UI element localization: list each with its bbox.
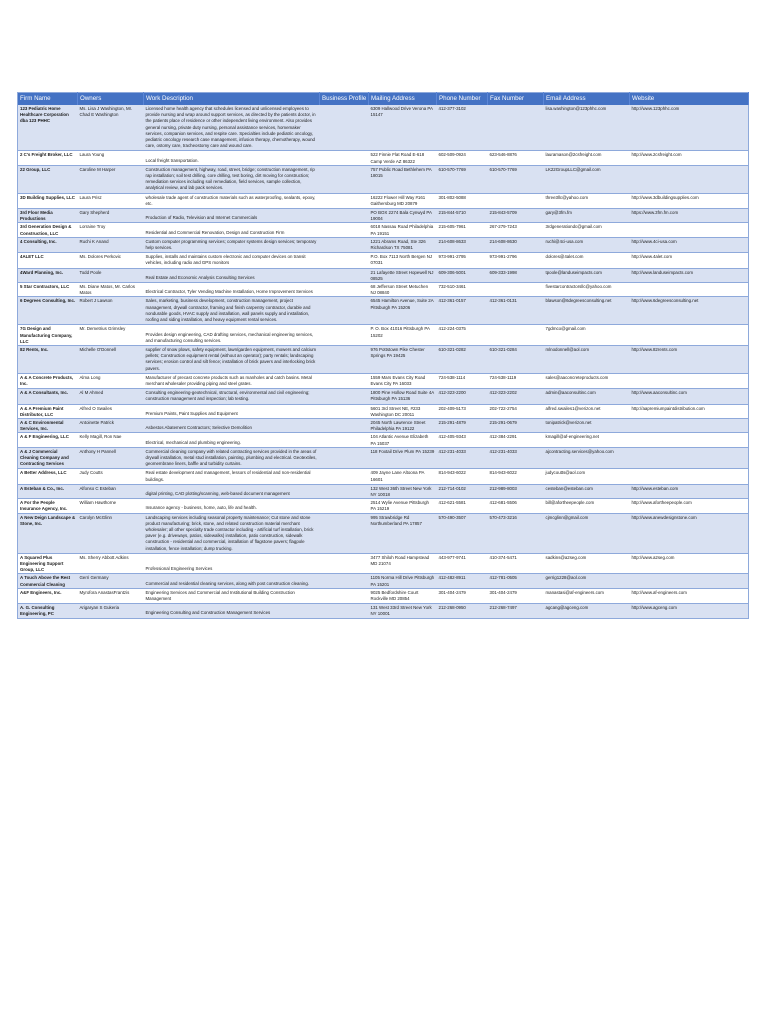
- cell-mailing-address[interactable]: 131 West 33rd Street New York NY 10001: [369, 604, 437, 618]
- cell-fax-number[interactable]: [488, 193, 544, 208]
- cell-phone-number[interactable]: 412-621-5581: [437, 499, 488, 513]
- cell-phone-number[interactable]: 412-405-9343: [437, 433, 488, 447]
- cell-firm-name[interactable]: A For the People Insurance Agency, Inc.: [18, 499, 78, 513]
- cell-email-address[interactable]: gary@3fm.fm: [544, 209, 630, 223]
- cell-phone-number[interactable]: 301-404-2479: [437, 588, 488, 603]
- cell-email-address[interactable]: alfred.swailes1@verizon.net: [544, 404, 630, 418]
- table-row: [18, 404, 749, 418]
- cell-mailing-address[interactable]: 409 Jayne Lane Altoona PA 16601: [369, 469, 437, 484]
- cell-business-profile[interactable]: [320, 151, 369, 165]
- cell-website[interactable]: [630, 373, 749, 388]
- cell-business-profile[interactable]: [320, 237, 369, 252]
- header-fax-number[interactable]: Fax Number: [488, 93, 544, 106]
- header-mailing-address[interactable]: Mailing Address: [369, 93, 437, 106]
- cell-website[interactable]: http://www.a2seg.com: [630, 553, 749, 574]
- cell-firm-name[interactable]: 4ALET LLC: [18, 253, 78, 268]
- cell-owners[interactable]: Caroline M Harper: [78, 165, 144, 193]
- cell-mailing-address[interactable]: 16222 Flower Hill Way #161 Gaithersburg MD 20879: [369, 193, 437, 208]
- cell-email-address[interactable]: manastasi@af-engineers.com: [544, 588, 630, 603]
- table-row: [18, 268, 749, 282]
- cell-website[interactable]: [630, 165, 749, 193]
- cell-phone-number[interactable]: 215-291-4879: [437, 418, 488, 432]
- cell-email-address[interactable]: tonipatrick@verizon.net: [544, 418, 630, 432]
- cell-website[interactable]: [630, 283, 749, 297]
- cell-business-profile[interactable]: [320, 389, 369, 404]
- cell-firm-name[interactable]: 5 Star Contractors, LLC: [18, 283, 78, 297]
- cell-website[interactable]: http://aapremiumpaintdistribution.com: [630, 404, 749, 418]
- cell-firm-name[interactable]: A Esteban & Co., Inc.: [18, 484, 78, 498]
- cell-email-address[interactable]: 3rdgenerationdc@gmail.com: [544, 223, 630, 237]
- cell-email-address[interactable]: dolores@4alet.com: [544, 253, 630, 268]
- cell-owners[interactable]: Ruchi K Anand: [78, 237, 144, 252]
- cell-email-address[interactable]: mlnodonnell@aol.com: [544, 345, 630, 373]
- cell-business-profile[interactable]: [320, 418, 369, 432]
- cell-work-description[interactable]: Manufacturer of precast concrete products such as manholes and catch basins. Metal merchant wholesaler providing piping and steel grates.: [144, 373, 320, 388]
- cell-website[interactable]: http://www.landuseimpacts.com: [630, 268, 749, 282]
- cell-work-description[interactable]: Engineering Consulting and Construction Management Services: [144, 604, 320, 618]
- cell-email-address[interactable]: agcang@agceng.com: [544, 604, 630, 618]
- cell-owners[interactable]: Alma Long: [78, 373, 144, 388]
- cell-phone-number[interactable]: 732-510-3461: [437, 283, 488, 297]
- cell-fax-number[interactable]: 412-361-0131: [488, 297, 544, 325]
- cell-business-profile[interactable]: [320, 604, 369, 618]
- cell-fax-number[interactable]: 215-843-5709: [488, 209, 544, 223]
- cell-work-description[interactable]: Engineering Services and Commercial and Institutional Building Construction Management: [144, 588, 320, 603]
- cell-business-profile[interactable]: [320, 447, 369, 469]
- table-row: [18, 151, 749, 165]
- cell-email-address[interactable]: ajcontracting.services@yahoo.com: [544, 447, 630, 469]
- cell-phone-number[interactable]: 443-977-9741: [437, 553, 488, 574]
- cell-firm-name[interactable]: 123 Pediatric Home Healthcare Corporation dba 123 PHHC: [18, 105, 78, 151]
- header-owners[interactable]: Owners: [78, 93, 144, 106]
- cell-fax-number[interactable]: 412-384-2291: [488, 433, 544, 447]
- cell-mailing-address[interactable]: 6309 Hallwood Drive Verona PA 15147: [369, 105, 437, 151]
- cell-fax-number[interactable]: 301-404-2479: [488, 588, 544, 603]
- cell-mailing-address[interactable]: 2514 Wylie Avenue Pittsburgh PA 15219: [369, 499, 437, 513]
- cell-work-description[interactable]: Production of Radio, Television and Internet Commercials: [144, 209, 320, 223]
- table-row: [18, 484, 749, 498]
- cell-phone-number[interactable]: 609-306-5001: [437, 268, 488, 282]
- cell-website[interactable]: http://www.4ci-usa.com: [630, 237, 749, 252]
- cell-website[interactable]: http://www.4alet.com: [630, 253, 749, 268]
- cell-website[interactable]: https://www.3fm.fm.com: [630, 209, 749, 223]
- cell-owners[interactable]: Arigaryan S Gukeria: [78, 604, 144, 618]
- cell-email-address[interactable]: kmagill@af-engineering.net: [544, 433, 630, 447]
- cell-firm-name[interactable]: A New Deign Landscape & Stone, Inc.: [18, 513, 78, 553]
- table-row: [18, 433, 749, 447]
- cell-business-profile[interactable]: [320, 223, 369, 237]
- table-row: [18, 209, 749, 223]
- cell-firm-name[interactable]: A & J Commercial Cleaning Company and Contracting Services: [18, 447, 78, 469]
- cell-work-description[interactable]: Commercial cleaning company with related contracting services provided in the areas of drywall installation, metal stud installation, painting, plumbing and electrical. Geotextiles, geomembrane liners, baffle and turbidity curtains.: [144, 447, 320, 469]
- cell-owners[interactable]: Laura Prisz: [78, 193, 144, 208]
- cell-email-address[interactable]: fivestarcontractorsllc@yahoo.com: [544, 283, 630, 297]
- cell-work-description[interactable]: Asbestos Abatement Contractors; Selective Demolition: [144, 418, 320, 432]
- vendor-directory-sheet: [17, 92, 748, 619]
- cell-fax-number[interactable]: 212-989-8003: [488, 484, 544, 498]
- cell-fax-number[interactable]: 202-722-2754: [488, 404, 544, 418]
- cell-work-description[interactable]: Licensed home health agency that schedules licensed and unlicensed employees to provide nursing and wrap around support services, as directed by the patients doctor, in the patients place of residence or other independent living environment. Also provides general nursing, private duty nursing, personal assistance services, homemaker services, companion services, and respite care. Specialties include pediatric oncology, pediatric oncology research case management, infusion therapy, chemotherapy, wound care, ostomy care, tracheostomy care and wound care.: [144, 105, 320, 151]
- cell-owners[interactable]: Lorraine Troy: [78, 223, 144, 237]
- cell-business-profile[interactable]: [320, 253, 369, 268]
- cell-mailing-address[interactable]: 118 Foxtail Drive Plum PA 15239: [369, 447, 437, 469]
- cell-work-description[interactable]: Sales, marketing, business development, construction management, project management, drywall contractor, framing and finish carpentry contractor, durable and nondurable goods, HVAC supply and installation, wall panels supply and installation, roofing and siding installation, and heavy equipment rental services.: [144, 297, 320, 325]
- cell-firm-name[interactable]: A & A Concrete Products, Inc.: [18, 373, 78, 388]
- cell-firm-name[interactable]: A & F Engineering, LLC: [18, 433, 78, 447]
- cell-owners[interactable]: Gerri Germany: [78, 574, 144, 588]
- cell-owners[interactable]: Robert J Lawson: [78, 297, 144, 325]
- header-business-profile[interactable]: Business Profile: [320, 93, 369, 106]
- table-row: [18, 418, 749, 432]
- cell-firm-name[interactable]: 4Ward Planning, Inc.: [18, 268, 78, 282]
- cell-work-description[interactable]: Premium Paints, Paint Supplies and Equipment: [144, 404, 320, 418]
- cell-owners[interactable]: Todd Poole: [78, 268, 144, 282]
- cell-business-profile[interactable]: [320, 404, 369, 418]
- cell-owners[interactable]: Alfonso C Esteban: [78, 484, 144, 498]
- cell-owners[interactable]: William Hawthorne: [78, 499, 144, 513]
- cell-fax-number[interactable]: 570-473-3216: [488, 513, 544, 553]
- cell-firm-name[interactable]: 3rd Floor Media Productions: [18, 209, 78, 223]
- cell-fax-number[interactable]: 412-681-5506: [488, 499, 544, 513]
- cell-business-profile[interactable]: [320, 193, 369, 208]
- cell-business-profile[interactable]: [320, 373, 369, 388]
- table-row: [18, 105, 749, 151]
- cell-fax-number[interactable]: 412-781-0505: [488, 574, 544, 588]
- cell-website[interactable]: http://www.2csfreight.com: [630, 151, 749, 165]
- cell-phone-number[interactable]: 610-570-7769: [437, 165, 488, 193]
- cell-business-profile[interactable]: [320, 297, 369, 325]
- cell-email-address[interactable]: sadkins@a2seg.com: [544, 553, 630, 574]
- cell-business-profile[interactable]: [320, 574, 369, 588]
- cell-owners[interactable]: Judy Coutts: [78, 469, 144, 484]
- cell-owners[interactable]: Alfred O Swailes: [78, 404, 144, 418]
- cell-phone-number[interactable]: 202-409-5173: [437, 404, 488, 418]
- cell-website[interactable]: [630, 418, 749, 432]
- table-row: [18, 588, 749, 603]
- cell-website[interactable]: http://www.82rents.com: [630, 345, 749, 373]
- table-row: [18, 389, 749, 404]
- cell-business-profile[interactable]: [320, 283, 369, 297]
- cell-work-description[interactable]: Commercial and residential cleaning services, along with post construction cleaning.: [144, 574, 320, 588]
- cell-owners[interactable]: Mr. Demetrius Grimsley: [78, 325, 144, 346]
- cell-fax-number[interactable]: 410-374-5471: [488, 553, 544, 574]
- table-row: [18, 253, 749, 268]
- cell-firm-name[interactable]: A & C Environmental Services, Inc.: [18, 418, 78, 432]
- cell-mailing-address[interactable]: 5601 3rd Street NE, #233 Washington DC 20011: [369, 404, 437, 418]
- cell-business-profile[interactable]: [320, 484, 369, 498]
- cell-phone-number[interactable]: 412-361-0157: [437, 297, 488, 325]
- vendor-table: [17, 92, 749, 619]
- cell-phone-number[interactable]: 212-714-0102: [437, 484, 488, 498]
- cell-email-address[interactable]: judycoutts@aol.com: [544, 469, 630, 484]
- cell-website[interactable]: [630, 574, 749, 588]
- cell-work-description[interactable]: digital printing, CAD plotting/scanning, web-based document management: [144, 484, 320, 498]
- cell-owners[interactable]: Anthony H Pannell: [78, 447, 144, 469]
- cell-business-profile[interactable]: [320, 469, 369, 484]
- table-row: [18, 325, 749, 346]
- cell-website[interactable]: http://www.anewdesignstone.com: [630, 513, 749, 553]
- cell-mailing-address[interactable]: 9025 Bedfordshire Court Rockville MD 20854: [369, 588, 437, 603]
- cell-email-address[interactable]: blawson@6degreesconsulting.net: [544, 297, 630, 325]
- cell-owners[interactable]: Ms. Sherry Abbott Adkins: [78, 553, 144, 574]
- cell-website[interactable]: http://www.esteban.com: [630, 484, 749, 498]
- cell-owners[interactable]: Carolyn McGlinn: [78, 513, 144, 553]
- cell-firm-name[interactable]: A&F Engineers, Inc.: [18, 588, 78, 603]
- cell-phone-number[interactable]: 724-538-1114: [437, 373, 488, 388]
- cell-firm-name[interactable]: 6 Degrees Consulting, Inc.: [18, 297, 78, 325]
- cell-fax-number[interactable]: 212-268-7497: [488, 604, 544, 618]
- cell-work-description[interactable]: Provides design engineering, CAD drafting services, mechanical engineering services, and manufacturing consulting services.: [144, 325, 320, 346]
- cell-firm-name[interactable]: 2 C's Freight Broker, LLC: [18, 151, 78, 165]
- cell-fax-number[interactable]: [488, 283, 544, 297]
- cell-website[interactable]: [630, 433, 749, 447]
- cell-business-profile[interactable]: [320, 105, 369, 151]
- table-row: [18, 574, 749, 588]
- cell-work-description[interactable]: Real Estate and Economic Analysis Consulting Services: [144, 268, 320, 282]
- cell-mailing-address[interactable]: 522 Finnie Flat Road E-618 Camp Verde AZ 86322: [369, 151, 437, 165]
- table-row: [18, 193, 749, 208]
- cell-website[interactable]: http://www.6degreesconsulting.net: [630, 297, 749, 325]
- cell-phone-number[interactable]: 301-802-5088: [437, 193, 488, 208]
- header-firm-name[interactable]: Firm Name: [18, 93, 78, 106]
- cell-business-profile[interactable]: [320, 325, 369, 346]
- table-row: [18, 513, 749, 553]
- cell-email-address[interactable]: tpoole@landuseimpacts.com: [544, 268, 630, 282]
- table-row: [18, 373, 749, 388]
- table-row: [18, 165, 749, 193]
- cell-website[interactable]: http://www.af-engineers.com: [630, 588, 749, 603]
- vendor-table-body: [18, 105, 749, 618]
- table-row: [18, 469, 749, 484]
- cell-business-profile[interactable]: [320, 165, 369, 193]
- cell-fax-number[interactable]: 267-279-7243: [488, 223, 544, 237]
- cell-mailing-address[interactable]: 976 Pottstown Pike Chester Springs PA 19425: [369, 345, 437, 373]
- cell-email-address[interactable]: lauramason@2csfreight.com: [544, 151, 630, 165]
- cell-firm-name[interactable]: 3rd Generation Design & Construction, LLC: [18, 223, 78, 237]
- cell-mailing-address[interactable]: 995 Strawbridge Rd Northumberland PA 17857: [369, 513, 437, 553]
- cell-owners[interactable]: Antoinette Patrick: [78, 418, 144, 432]
- cell-firm-name[interactable]: A & A Premium Paint Distributor, LLC: [18, 404, 78, 418]
- cell-work-description[interactable]: Insurance agency - business, home, auto, life and health.: [144, 499, 320, 513]
- header-row: [18, 93, 749, 106]
- cell-mailing-address[interactable]: 1559 Mars Evans City Road Evans City PA 16033: [369, 373, 437, 388]
- cell-owners[interactable]: Ms. Diane Matos, Mr. Carlos Matos: [78, 283, 144, 297]
- header-work-description[interactable]: Work Description: [144, 93, 320, 106]
- cell-phone-number[interactable]: 570-490-3507: [437, 513, 488, 553]
- table-row: [18, 223, 749, 237]
- cell-email-address[interactable]: bill@afortheepeople.com: [544, 499, 630, 513]
- cell-mailing-address[interactable]: 3477 Shiloh Road Hampstead MD 21074: [369, 553, 437, 574]
- cell-fax-number[interactable]: 412-323-2202: [488, 389, 544, 404]
- cell-fax-number[interactable]: 610-570-7769: [488, 165, 544, 193]
- cell-phone-number[interactable]: 215-605-7961: [437, 223, 488, 237]
- cell-work-description[interactable]: Supplies, installs and maintains custom electronic and computer devices on transit vehicles, including radio and GPS monitors: [144, 253, 320, 268]
- cell-phone-number[interactable]: 215-844-5710: [437, 209, 488, 223]
- cell-fax-number[interactable]: [488, 325, 544, 346]
- cell-fax-number[interactable]: 610-321-0284: [488, 345, 544, 373]
- cell-email-address[interactable]: three3llc@yahoo.com: [544, 193, 630, 208]
- header-website[interactable]: Website: [630, 93, 749, 106]
- cell-mailing-address[interactable]: 1221 Abrams Road, Ste 326 Richardson TX 75081: [369, 237, 437, 252]
- cell-owners[interactable]: Gary Shepherd: [78, 209, 144, 223]
- cell-owners[interactable]: Ms. Dolores Perkovic: [78, 253, 144, 268]
- cell-mailing-address[interactable]: PO BOX 2274 Bala Cynwyd PA 19004: [369, 209, 437, 223]
- cell-website[interactable]: http://www.aaconsultinc.com: [630, 389, 749, 404]
- cell-work-description[interactable]: wholesale trade agent of construction materials such as waterproofing, sealants, epoxy, etc.: [144, 193, 320, 208]
- cell-mailing-address[interactable]: P. O. Box 41016 Pittsburgh PA 15202: [369, 325, 437, 346]
- cell-fax-number[interactable]: 814-943-6022: [488, 469, 544, 484]
- cell-email-address[interactable]: ruchi@4ci-usa.com: [544, 237, 630, 252]
- cell-firm-name[interactable]: 7G Design and Manufacturing Company, LLC: [18, 325, 78, 346]
- cell-mailing-address[interactable]: 1800 Pine Hollow Road Suite 4A Pittsburgh PA 15136: [369, 389, 437, 404]
- cell-business-profile[interactable]: [320, 513, 369, 553]
- cell-website[interactable]: http://www.3dbuildingsupplies.com: [630, 193, 749, 208]
- cell-phone-number[interactable]: 973-991-2795: [437, 253, 488, 268]
- header-email-address[interactable]: Email Address: [544, 93, 630, 106]
- cell-website[interactable]: http://www.123phhc.com: [630, 105, 749, 151]
- table-row: [18, 283, 749, 297]
- cell-work-description[interactable]: supplier of snow plows, safety equipment, lawn/garden equipment, mowers and calcium pellets; Construction equipment rental (without an operator); party rentals; landscaping services; erosion control and silt fence; installation of brick pavers and interlocking brick pavers.: [144, 345, 320, 373]
- cell-business-profile[interactable]: [320, 588, 369, 603]
- cell-phone-number[interactable]: 610-321-0282: [437, 345, 488, 373]
- cell-work-description[interactable]: Custom computer programming services; computer systems design services; temporary help services.: [144, 237, 320, 252]
- cell-work-description[interactable]: Real estate development and management, lessors of residential and non-residential buildings.: [144, 469, 320, 484]
- cell-mailing-address[interactable]: 21 Lafayette Street Hopewell NJ 08525: [369, 268, 437, 282]
- cell-phone-number[interactable]: 214-608-8633: [437, 237, 488, 252]
- cell-owners[interactable]: Al M Ahmed: [78, 389, 144, 404]
- cell-email-address[interactable]: gerrig1228@aol.com: [544, 574, 630, 588]
- cell-website[interactable]: [630, 223, 749, 237]
- cell-mailing-address[interactable]: 6545 Hamilton Avenue, Suite 2A Pittsburgh PA 15206: [369, 297, 437, 325]
- cell-fax-number[interactable]: 412-231-4033: [488, 447, 544, 469]
- cell-website[interactable]: http://www.agceng.com: [630, 604, 749, 618]
- cell-work-description[interactable]: Electrical, mechanical and plumbing engineering.: [144, 433, 320, 447]
- cell-work-description[interactable]: Construction management, highway, road, street, bridge; construction management, rip rap installation; soil test drilling, core drilling, test boring, dirt moving for construction; remediation services including soil remediation, field services, sample collection, analytical review, and lab pack services.: [144, 165, 320, 193]
- cell-owners[interactable]: Michelle O'Donnell: [78, 345, 144, 373]
- cell-email-address[interactable]: cesteban@esteban.com: [544, 484, 630, 498]
- cell-fax-number[interactable]: 623-546-8876: [488, 151, 544, 165]
- cell-work-description[interactable]: Landscaping services including seasonal property maintenance; Cut stone and stone product manufacturing; brick, stone, and related construction material merchant wholesaler; all other specialty trade contractor including - artificial turf installation, brick paver (e.g. driveways, patios, sidewalks) installation, patio construction, sidewalk construction - residential and commercial, installation of flagstone pavers; flagpole installation, fence installation; dump trucking.: [144, 513, 320, 553]
- cell-business-profile[interactable]: [320, 499, 369, 513]
- cell-website[interactable]: http://www.afortheepeople.com: [630, 499, 749, 513]
- cell-mailing-address[interactable]: 68 Jefferson Street Metuchen NJ 08840: [369, 283, 437, 297]
- cell-phone-number[interactable]: 814-943-6022: [437, 469, 488, 484]
- cell-mailing-address[interactable]: 104 Atlantic Avenue Elizabeth PA 15037: [369, 433, 437, 447]
- table-row: [18, 499, 749, 513]
- cell-firm-name[interactable]: 3D Building Supplies, LLC: [18, 193, 78, 208]
- cell-fax-number[interactable]: 973-991-2796: [488, 253, 544, 268]
- cell-mailing-address[interactable]: 132 West 36th Street New York NY 10018: [369, 484, 437, 498]
- cell-owners[interactable]: Laura Young: [78, 151, 144, 165]
- cell-work-description[interactable]: Residential and Commercial Renovation, Design and Construction Firm: [144, 223, 320, 237]
- cell-business-profile[interactable]: [320, 209, 369, 223]
- cell-email-address[interactable]: admin@aaconsultinc.com: [544, 389, 630, 404]
- table-row: [18, 297, 749, 325]
- cell-phone-number[interactable]: 412-231-4033: [437, 447, 488, 469]
- cell-work-description[interactable]: Professional Engineering Services: [144, 553, 320, 574]
- cell-mailing-address[interactable]: 6018 Nassau Road Philadelphia PA 19151: [369, 223, 437, 237]
- cell-phone-number[interactable]: 412-224-0375: [437, 325, 488, 346]
- cell-business-profile[interactable]: [320, 268, 369, 282]
- table-row: [18, 237, 749, 252]
- cell-fax-number[interactable]: 215-291-0679: [488, 418, 544, 432]
- table-row: [18, 345, 749, 373]
- cell-firm-name[interactable]: 4 Consulting, Inc.: [18, 237, 78, 252]
- cell-email-address[interactable]: sales@aaconcreteproducts.com: [544, 373, 630, 388]
- cell-firm-name[interactable]: 22 Group, LLC: [18, 165, 78, 193]
- cell-phone-number[interactable]: 412-323-2200: [437, 389, 488, 404]
- cell-email-address[interactable]: 7gdmco@gmail.com: [544, 325, 630, 346]
- cell-fax-number[interactable]: 724-538-1119: [488, 373, 544, 388]
- cell-firm-name[interactable]: A. G. Consulting Engineering, PC: [18, 604, 78, 618]
- header-phone-number[interactable]: Phone Number: [437, 93, 488, 106]
- cell-fax-number[interactable]: 609-333-1998: [488, 268, 544, 282]
- cell-owners[interactable]: Ms. Lisa J Washington, Mr. Chad E Washington: [78, 105, 144, 151]
- cell-firm-name[interactable]: 82 Rents, Inc.: [18, 345, 78, 373]
- cell-business-profile[interactable]: [320, 553, 369, 574]
- cell-business-profile[interactable]: [320, 345, 369, 373]
- cell-owners[interactable]: Kelly Magill, Ron Nae: [78, 433, 144, 447]
- cell-firm-name[interactable]: A Better Address, LLC: [18, 469, 78, 484]
- cell-work-description[interactable]: Electrical Contractor, Tyler Vending Machine Installation, Home Improvement Services: [144, 283, 320, 297]
- cell-phone-number[interactable]: 212-268-0950: [437, 604, 488, 618]
- cell-mailing-address[interactable]: 2045 North Lawrence Street Philadelphia PA 19122: [369, 418, 437, 432]
- cell-phone-number[interactable]: 412-377-3102: [437, 105, 488, 151]
- cell-business-profile[interactable]: [320, 433, 369, 447]
- table-row: [18, 604, 749, 618]
- cell-firm-name[interactable]: A Touch Above the Rest Commercial Cleaning: [18, 574, 78, 588]
- cell-phone-number[interactable]: 602-509-0924: [437, 151, 488, 165]
- cell-owners[interactable]: Myrofora AnastasFrantzis: [78, 588, 144, 603]
- cell-email-address[interactable]: cjmcglinn@gmail.com: [544, 513, 630, 553]
- cell-email-address[interactable]: lisa.washington@123phhc.com: [544, 105, 630, 151]
- cell-website[interactable]: [630, 325, 749, 346]
- table-row: [18, 553, 749, 574]
- cell-work-description[interactable]: Consulting engineering-geotechnical, structural, environmental and civil engineering; construction management and inspection; lab testing.: [144, 389, 320, 404]
- cell-firm-name[interactable]: A & A Consultants, Inc.: [18, 389, 78, 404]
- cell-phone-number[interactable]: 412-482-8911: [437, 574, 488, 588]
- cell-website[interactable]: [630, 469, 749, 484]
- cell-website[interactable]: [630, 447, 749, 469]
- cell-mailing-address[interactable]: 757 Public Road Bethlehem PA 18015: [369, 165, 437, 193]
- cell-fax-number[interactable]: 214-608-8630: [488, 237, 544, 252]
- cell-mailing-address[interactable]: P.O. Box 7113 North Bergen NJ 07031: [369, 253, 437, 268]
- cell-firm-name[interactable]: A Squared Plus Engineering Support Group, LLC: [18, 553, 78, 574]
- table-row: [18, 447, 749, 469]
- cell-mailing-address[interactable]: 1105 Norma Hill Drive Pittsburgh PA 15201: [369, 574, 437, 588]
- cell-fax-number[interactable]: [488, 105, 544, 151]
- cell-work-description[interactable]: Local freight transportation.: [144, 151, 320, 165]
- cell-email-address[interactable]: LK22GroupLLC@gmail.com: [544, 165, 630, 193]
